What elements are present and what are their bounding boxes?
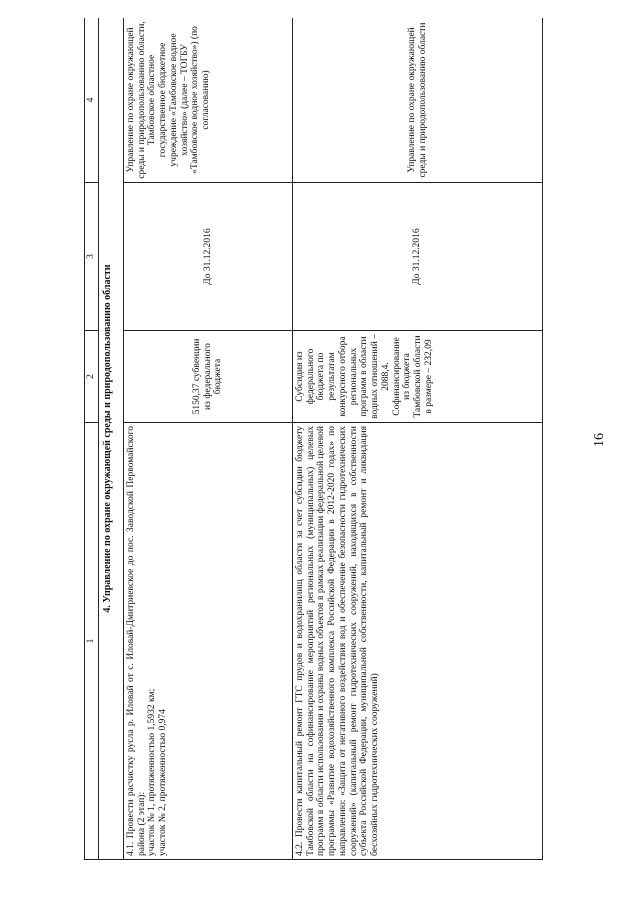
header-col-3: 3 (85, 183, 99, 331)
measure-text: участок № 2, протяженностью 0,974 (158, 709, 169, 856)
page-number: 16 (592, 433, 607, 447)
executor-cell: Управление по охране окружающей среды и природопользованию области (293, 18, 543, 183)
executor-cell: Управление по охране окружающей среды и природопользованию области, Тамбовское областное государственное бюджетное учреждение «Тамбовское водное хозяйство» (далее – ТОГБУ «Тамбовское водное хозяйство») (по согласованию) (124, 18, 293, 183)
header-col-1: 1 (85, 423, 99, 860)
rotated-table-area (84, 18, 578, 860)
table-row (293, 18, 543, 860)
funding-cell: Субсидия из федерального бюджета по результатам конкурсного отбора региональных программ в области водных отношений – 2088,4. Софинансирование из бюджета Тамбовской области в размере – 232,09 (293, 331, 543, 423)
measure-text: участок № 1, протяженностью 1,5932 км; (147, 688, 158, 856)
table-header-row (85, 18, 99, 860)
section-title: 4. Управление по охране окружающей среды и природопользованию области (99, 18, 124, 860)
deadline-cell: До 31.12.2016 (293, 183, 543, 331)
deadline-cell: До 31.12.2016 (124, 183, 293, 331)
measure-cell (293, 423, 543, 860)
measure-text: 4.1. Провести расчистку русла р. Иловай от с. Иловай-Дмитриевское до пос. Заводской Первомайского района (2 этап): (126, 426, 147, 856)
header-col-4: 4 (85, 18, 99, 183)
measure-text: 4.2. Провести капитальный ремонт ГТС прудов и водохранилищ области за счет субсидии бюджету Тамбовской области на софинансирование мероприятий региональных (муниципальных) целевых программ в области использования и охраны водных объектов в рамках реализации федеральной целевой программы «Развитие водохозяйственного комплекса Российской Федерации в 2012-2020 годах» по направлению: «Защита от негативного воздействия вод и обеспечение безопасности гидротехнических сооружений» (капитальный ремонт гидротехнических сооружений, находящихся в собственности субъекта Российской Федерации, муниципальной собственности, капитальный ремонт и ликвидация бесхозяйных гидротехнических сооружений) (295, 426, 381, 856)
measures-table (84, 18, 543, 860)
measure-cell (124, 423, 293, 860)
table-row (124, 18, 293, 860)
section-row (99, 18, 124, 860)
funding-cell: 5150,37 субвенции из федерального бюджета (124, 331, 293, 423)
header-col-2: 2 (85, 331, 99, 423)
